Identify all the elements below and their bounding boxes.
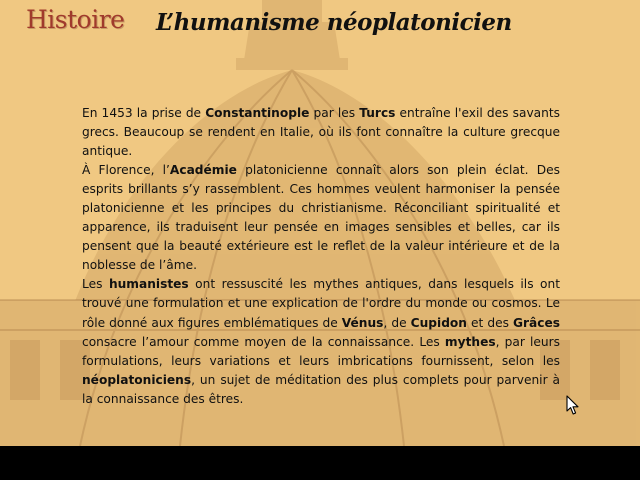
bottom-letterbox-bar xyxy=(0,446,640,480)
article-text xyxy=(82,104,560,409)
article-paragraph xyxy=(82,275,560,408)
text-run: , de xyxy=(383,315,411,330)
article-paragraph xyxy=(82,104,560,161)
text-run: par les xyxy=(309,106,360,120)
highlighted-term[interactable]: Turcs xyxy=(359,106,396,120)
text-run: En 1453 la prise de xyxy=(82,106,206,120)
text-run: et des xyxy=(466,315,514,330)
text-run: consacre l’amour comme moyen de la connaissance. Les xyxy=(82,334,445,349)
section-label[interactable]: Histoire xyxy=(26,5,125,34)
highlighted-term[interactable]: humanistes xyxy=(108,277,189,292)
text-run: , par leurs formulations, leurs variations et leurs imbrications fournissent, selon les xyxy=(82,334,560,368)
highlighted-term[interactable]: Grâces xyxy=(513,315,561,330)
highlighted-term[interactable]: Vénus xyxy=(341,315,384,330)
highlighted-term[interactable]: néoplatoniciens xyxy=(82,372,192,387)
article-paragraph xyxy=(82,161,560,275)
text-run: Les xyxy=(82,277,109,292)
highlighted-term[interactable]: Académie xyxy=(169,163,237,178)
highlighted-term[interactable]: Constantinople xyxy=(205,106,310,120)
highlighted-term[interactable]: mythes xyxy=(444,334,496,349)
text-run: À Florence, l’ xyxy=(82,163,170,178)
arrow-pointer-icon xyxy=(566,395,580,416)
text-run: , un sujet de méditation des plus complets pour parvenir à la connaissance des êtres. xyxy=(82,372,560,406)
text-run: entraîne l'exil des savants grecs. Beaucoup se rendent en Italie, où ils font connaître la culture grecque antique. xyxy=(82,106,560,159)
page-title: L’humanisme néoplatonicien xyxy=(156,9,512,36)
highlighted-term[interactable]: Cupidon xyxy=(410,315,467,330)
text-run: ont ressuscité les mythes antiques, dans lesquels ils ont trouvé une formulation et une explication de l'ordre du monde ou cosmos. Le rôle donné aux figures emblématiques de xyxy=(82,277,560,330)
text-run: platonicienne connaît alors son plein éclat. Des esprits brillants s’y rassemblent. Ces hommes veulent harmoniser la pensée platonicienne et les principes du christianisme. Réconciliant spiritualité et apparence, ils traduisent leur pensée en images sensibles et belles, car ils pensent que la beauté extérieure est le reflet de la valeur intérieure et de la noblesse de l’âme. xyxy=(82,163,560,273)
